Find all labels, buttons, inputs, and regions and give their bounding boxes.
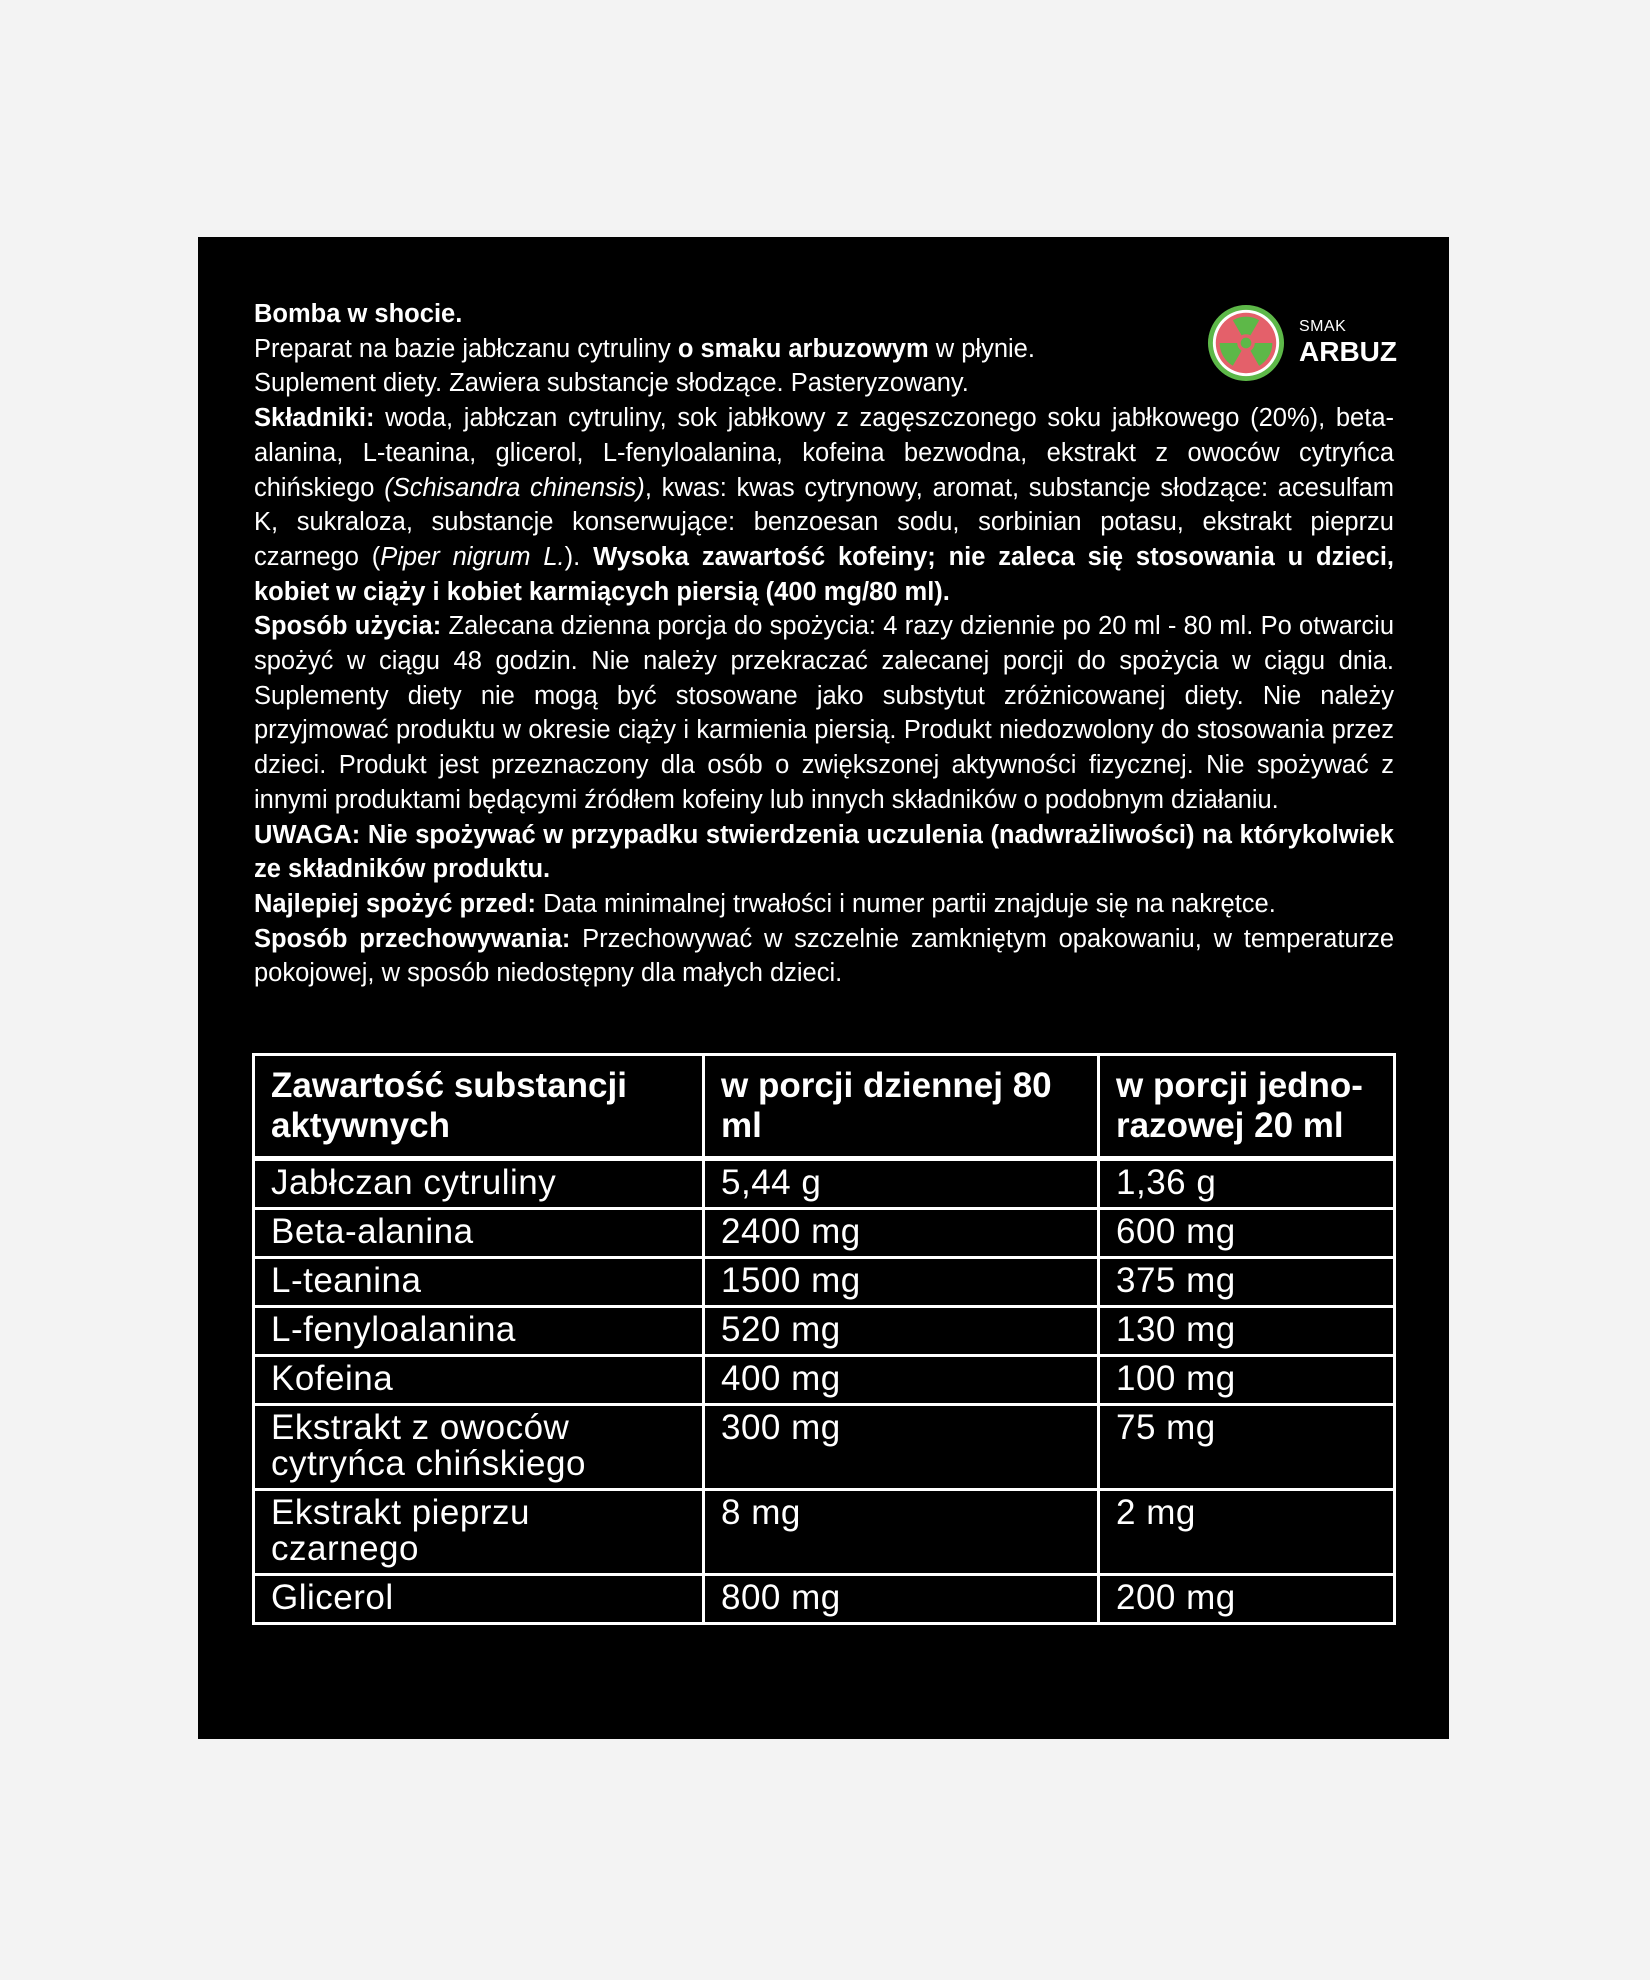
substance-name: Kofeina [254,1356,704,1405]
product-title: Bomba w shocie. [254,300,463,328]
single-amount: 200 mg [1099,1575,1395,1624]
table-row [254,1356,1395,1405]
table-header-substance: Zawartość substancji aktywnych [254,1055,704,1159]
best-before-heading: Najlepiej spożyć przed: [254,889,536,918]
caution-section: UWAGA: Nie spożywać w przypadku stwierdzenia uczulenia (nadwrażliwości) na którykolwiek ze składników produktu. [254,820,1394,884]
product-label-panel [198,237,1449,1739]
usage-heading: Sposób użycia: [254,612,442,641]
ingredients-section: Składniki: woda, jabłczan cytruliny, sok jabłkowy z zagęszczonego soku jabłkowego (20%), beta-alanina, L-teanina, glicerol, L-fenyloalanina, kofeina bezwodna, ekstrakt z owoców cytryńca chińskiego (Schisandra chinensis), kwas: kwas cytrynowy, aromat, substancje słodzące: acesulfam K, sukraloza, substancje konserwujące: benzoesan sodu, sorbinian potasu, ekstrakt pieprzu czarnego (Piper nigrum L.). Wysoka zawartość kofeiny; nie zaleca się stosowania u dzieci, kobiet w ciąży i kobiet karmiących piersią (400 mg/80 ml). [254,404,1395,606]
substance-name: Jabłczan cytruliny [254,1159,704,1209]
substance-name: Glicerol [254,1575,704,1624]
table-row [254,1258,1395,1307]
table-row [254,1307,1395,1356]
single-amount: 100 mg [1099,1356,1395,1405]
product-info [254,297,1394,991]
table-header-daily: w porcji dziennej 80 ml [704,1055,1099,1159]
table-row [254,1405,1395,1490]
table-row [254,1159,1395,1209]
single-amount: 130 mg [1099,1307,1395,1356]
storage-section: Sposób przechowywania: Przechowywać w szczelnie zamkniętym opakowaniu, w temperaturze pokojowej, w sposób niedostępny dla małych dzieci. [254,924,1395,988]
single-amount: 75 mg [1099,1405,1395,1490]
usage-section: Sposób użycia: Zalecana dzienna porcja do spożycia: 4 razy dziennie po 20 ml - 80 ml. Po otwarciu spożyć w ciągu 48 godzin. Nie należy przekraczać zalecanej porcji do spożycia w ciągu dnia. Suplementy diety nie mogą być stosowane jako substytut zróżnicowanej diety. Nie należy przyjmować produktu w okresie ciąży i karmienia piersią. Produkt niedozwolony do stosowania przez dzieci. Produkt jest przeznaczony dla osób o zwiększonej aktywności fizycznej. Nie spożywać z innymi produktami będącymi źródłem kofeiny lub innych składników o podobnym działaniu. [254,612,1395,814]
caution-heading: UWAGA: [254,820,361,849]
caffeine-warning: Wysoka zawartość kofeiny; nie zaleca się stosowania u dzieci, kobiet w ciąży i kobiet karmiących piersią (400 mg/80 ml). [254,542,1394,606]
daily-amount: 400 mg [704,1356,1099,1405]
flavor-value: ARBUZ [1299,336,1397,368]
product-description: Preparat na bazie jabłczanu cytruliny o smaku arbuzowym w płynie. [254,334,1035,363]
table-row [254,1575,1395,1624]
daily-amount: 300 mg [704,1405,1099,1490]
single-amount: 2 mg [1099,1490,1395,1575]
table-row [254,1209,1395,1258]
supplement-note: Suplement diety. Zawiera substancje słodzące. Pasteryzowany. [254,369,969,398]
daily-amount: 5,44 g [704,1159,1099,1209]
table-row [254,1490,1395,1575]
daily-amount: 8 mg [704,1490,1099,1575]
single-amount: 375 mg [1099,1258,1395,1307]
substance-name: Ekstrakt z owoców cytryńca chińskiego [254,1405,704,1490]
single-amount: 1,36 g [1099,1159,1395,1209]
table-header-single: w porcji jedno-razowej 20 ml [1099,1055,1395,1159]
ingredients-heading: Składniki: [254,404,375,433]
single-amount: 600 mg [1099,1209,1395,1258]
active-substances-table [252,1053,1396,1625]
flavor-label: SMAK [1299,317,1347,335]
daily-amount: 1500 mg [704,1258,1099,1307]
daily-amount: 2400 mg [704,1209,1099,1258]
substance-name: Beta-alanina [254,1209,704,1258]
storage-heading: Sposób przechowywania: [254,924,571,953]
daily-amount: 800 mg [704,1575,1099,1624]
substance-name: Ekstrakt pieprzu czarnego [254,1490,704,1575]
table-header-row [254,1055,1395,1159]
best-before-section: Najlepiej spożyć przed: Data minimalnej trwałości i numer partii znajduje się na nakrętce. [254,889,1276,918]
substance-name: L-teanina [254,1258,704,1307]
daily-amount: 520 mg [704,1307,1099,1356]
substance-name: L-fenyloalanina [254,1307,704,1356]
